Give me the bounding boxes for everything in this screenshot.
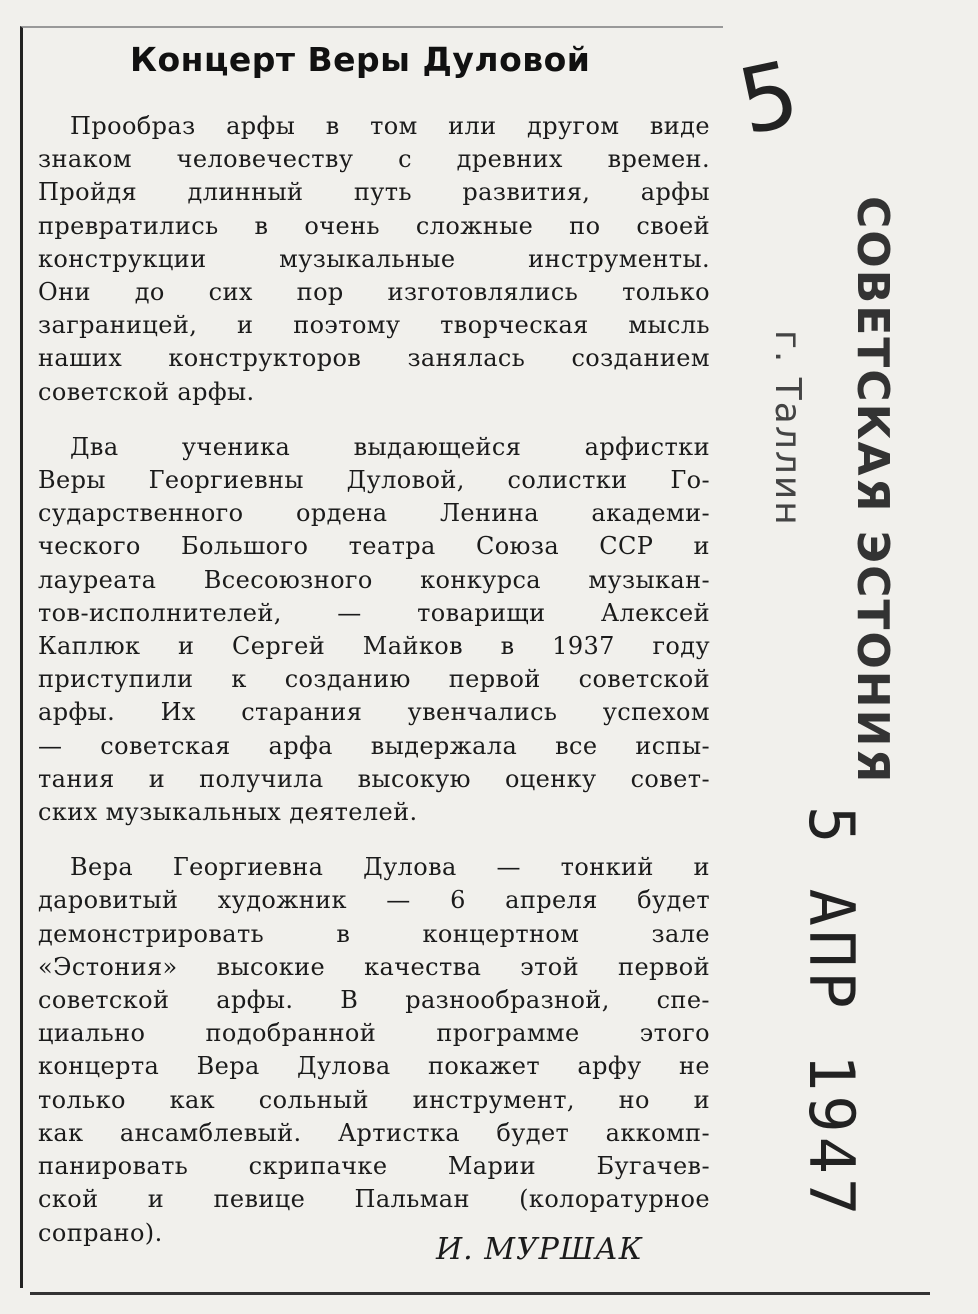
word: Марии [447, 1152, 537, 1181]
word: лауреата [38, 565, 157, 594]
bottom-rule [30, 1292, 930, 1295]
word: подобранной [205, 1019, 377, 1048]
article-line: ских музыкальных деятелей. [38, 798, 418, 827]
word: концерта [38, 1052, 160, 1081]
article-line [38, 696, 710, 729]
word: музыкальные [279, 244, 456, 273]
word: Ленина [439, 499, 539, 528]
word: этого [639, 1019, 710, 1048]
word: разнообразной, [405, 986, 610, 1015]
word: инструменты. [528, 244, 710, 273]
word: «Эстония» [38, 952, 178, 981]
word: высокую [357, 764, 471, 793]
word: занялась [407, 344, 526, 373]
word: по [569, 211, 601, 240]
word: Два [70, 432, 119, 461]
word: до [134, 278, 165, 307]
word: не [678, 1052, 710, 1081]
word: длинный [187, 178, 304, 207]
article-line [38, 431, 710, 464]
word: арфы. [216, 986, 294, 1015]
word: (колоратурное [519, 1185, 710, 1214]
word: будет [637, 886, 710, 915]
word: советской [38, 986, 170, 1015]
stamp-date: 5 АПР 1947 [795, 806, 868, 1220]
word: выдающейся [353, 432, 522, 461]
word: солистки [507, 466, 628, 495]
word: Прообраз [70, 112, 196, 140]
article-line [38, 663, 710, 696]
word: конструкторов [168, 344, 362, 373]
word: арфистки [584, 432, 710, 461]
word: оценку [504, 764, 597, 793]
word: развития, [462, 178, 591, 207]
word: Вера [196, 1052, 260, 1081]
word: — [337, 598, 362, 627]
word: все [555, 731, 598, 760]
paragraph-gap [38, 829, 710, 851]
article-line [38, 464, 710, 497]
word: Пальман [354, 1185, 470, 1214]
word: Всесоюзного [203, 565, 373, 594]
article-line [38, 110, 710, 143]
word: но [618, 1085, 650, 1114]
word: В [340, 986, 359, 1015]
word: даровитый [38, 886, 179, 915]
word: художник [217, 886, 347, 915]
word: панировать [38, 1152, 189, 1181]
word: первой [448, 665, 541, 694]
word: виде [649, 112, 710, 140]
word: тонкий [560, 853, 654, 882]
word: Георгиевна [172, 853, 324, 882]
word: музыкан- [588, 565, 710, 594]
article-line [38, 176, 710, 209]
word: 6 [450, 886, 466, 915]
word: как [38, 1118, 84, 1147]
word: Го- [670, 466, 710, 495]
handwritten-mark: 5 [729, 41, 808, 156]
word: и [178, 632, 195, 661]
article-line [38, 564, 710, 597]
article-line [38, 1150, 710, 1183]
word: качества [364, 952, 482, 981]
word: товарищи [417, 598, 546, 627]
word: получила [199, 764, 324, 793]
word: сих [208, 278, 253, 307]
word: в [325, 112, 340, 140]
article-line [38, 530, 710, 563]
article-line [38, 143, 710, 176]
article-line [38, 497, 710, 530]
word: певице [213, 1185, 306, 1214]
word: или [448, 112, 497, 140]
word: пор [296, 278, 344, 307]
article-line [38, 597, 710, 630]
word: программе [436, 1019, 580, 1048]
article-line [38, 1183, 710, 1216]
article-line [38, 984, 710, 1017]
word: Дуловой, [346, 466, 465, 495]
word: спе- [656, 986, 710, 1015]
word: очень [304, 211, 380, 240]
article-line [38, 243, 710, 276]
word: году [652, 632, 710, 661]
word: скрипачке [248, 1152, 388, 1181]
article-headline: Концерт Веры Дуловой [130, 40, 591, 79]
word: Георгиевны [148, 466, 304, 495]
word: Артистка [337, 1118, 461, 1147]
word: Дулова [363, 853, 457, 882]
word: ордена [296, 499, 388, 528]
article-line [38, 210, 710, 243]
article-line [38, 918, 710, 951]
word: заграницей, [38, 311, 198, 340]
article-line [38, 730, 710, 763]
word: другом [527, 112, 620, 140]
article-line [38, 951, 710, 984]
article-line [38, 1050, 710, 1083]
word: успехом [602, 698, 710, 727]
word: аккомп- [605, 1118, 710, 1147]
word: в [500, 632, 515, 661]
word: арфа [268, 731, 333, 760]
word: Сергей [232, 632, 326, 661]
word: мысль [628, 311, 710, 340]
word: Их [160, 698, 196, 727]
word: древних [456, 145, 563, 174]
word: Веры [38, 466, 106, 495]
word: будет [496, 1118, 570, 1147]
word: циально [38, 1019, 146, 1048]
article-line: сопрано). [38, 1218, 163, 1247]
word: первой [618, 952, 710, 981]
word: наших [38, 344, 123, 373]
word: сложные [415, 211, 534, 240]
article-line [38, 309, 710, 342]
word: старания [241, 698, 363, 727]
article-line [38, 1017, 710, 1050]
word: Они [38, 278, 91, 307]
word: приступили [38, 665, 194, 694]
word: арфу [577, 1052, 642, 1081]
word: ученика [181, 432, 291, 461]
word: поэтому [293, 311, 401, 340]
word: Алексей [600, 598, 710, 627]
article-line [38, 630, 710, 663]
word: — [496, 853, 521, 882]
word: в [336, 919, 351, 948]
word: театра [348, 532, 436, 561]
word: этой [520, 952, 580, 981]
word: только [38, 1085, 126, 1114]
word: времен. [607, 145, 710, 174]
word: Майков [362, 632, 464, 661]
word: и [693, 853, 710, 882]
word: конкурса [420, 565, 542, 594]
word: сударственного [38, 499, 244, 528]
word: с [398, 145, 412, 174]
word: созданию [284, 665, 411, 694]
word: человечеству [176, 145, 354, 174]
word: тов-исполнителей, [38, 598, 282, 627]
word: и [148, 764, 166, 793]
word: советская [100, 731, 231, 760]
word: апреля [505, 886, 598, 915]
word: увенчались [407, 698, 558, 727]
word: Каплюк [38, 632, 141, 661]
word: Пройдя [38, 178, 138, 207]
word: высокие [216, 952, 326, 981]
word: конструкции [38, 244, 207, 273]
article-line [38, 1117, 710, 1150]
word: Большого [181, 532, 309, 561]
word: превратились [38, 211, 219, 240]
article-line [38, 342, 710, 375]
word: знаком [38, 145, 132, 174]
word: изготовлялись [387, 278, 579, 307]
word: в [254, 211, 269, 240]
article-body [38, 110, 710, 1250]
stamp-city: г. Таллин [767, 330, 808, 527]
word: сольный [258, 1085, 369, 1114]
word: только [622, 278, 710, 307]
article-line [38, 851, 710, 884]
word: арфы. [38, 698, 116, 727]
word: советской [578, 665, 710, 694]
word: созданием [571, 344, 710, 373]
word: испы- [635, 731, 710, 760]
word: ССР [599, 532, 654, 561]
word: своей [636, 211, 710, 240]
word: и [147, 1185, 165, 1214]
word: путь [353, 178, 412, 207]
paragraph-gap [38, 409, 710, 431]
word: — [38, 731, 63, 760]
word: инструмент, [412, 1085, 575, 1114]
word: ческого [38, 532, 141, 561]
word: и [237, 311, 254, 340]
article-line [38, 763, 710, 796]
word: тания [38, 764, 115, 793]
word: покажет [427, 1052, 541, 1081]
word: ансамблевый. [119, 1118, 302, 1147]
word: творческая [440, 311, 589, 340]
word: академи- [591, 499, 710, 528]
article-line [38, 884, 710, 917]
word: арфы [640, 178, 710, 207]
word: и [693, 532, 710, 561]
word: ской [38, 1185, 99, 1214]
author-signature: И. МУРШАК [436, 1232, 643, 1267]
word: 1937 [552, 632, 615, 661]
article-line: советской арфы. [38, 377, 255, 406]
article-line [38, 1084, 710, 1117]
word: и [693, 1085, 710, 1114]
article-line [38, 276, 710, 309]
word: Вера [70, 853, 134, 882]
word: Дулова [297, 1052, 391, 1081]
word: Бугачев- [596, 1152, 710, 1181]
word: — [386, 886, 411, 915]
stamp-newspaper-name: СОВЕТСКАЯ ЭСТОНИЯ [847, 196, 898, 785]
word: к [231, 665, 247, 694]
word: как [169, 1085, 216, 1114]
word: демонстрировать [38, 919, 265, 948]
word: арфы [226, 112, 296, 140]
word: выдержала [370, 731, 518, 760]
word: совет- [630, 764, 710, 793]
word: Союза [475, 532, 560, 561]
word: зале [651, 919, 710, 948]
word: концертном [422, 919, 580, 948]
word: том [370, 112, 418, 140]
